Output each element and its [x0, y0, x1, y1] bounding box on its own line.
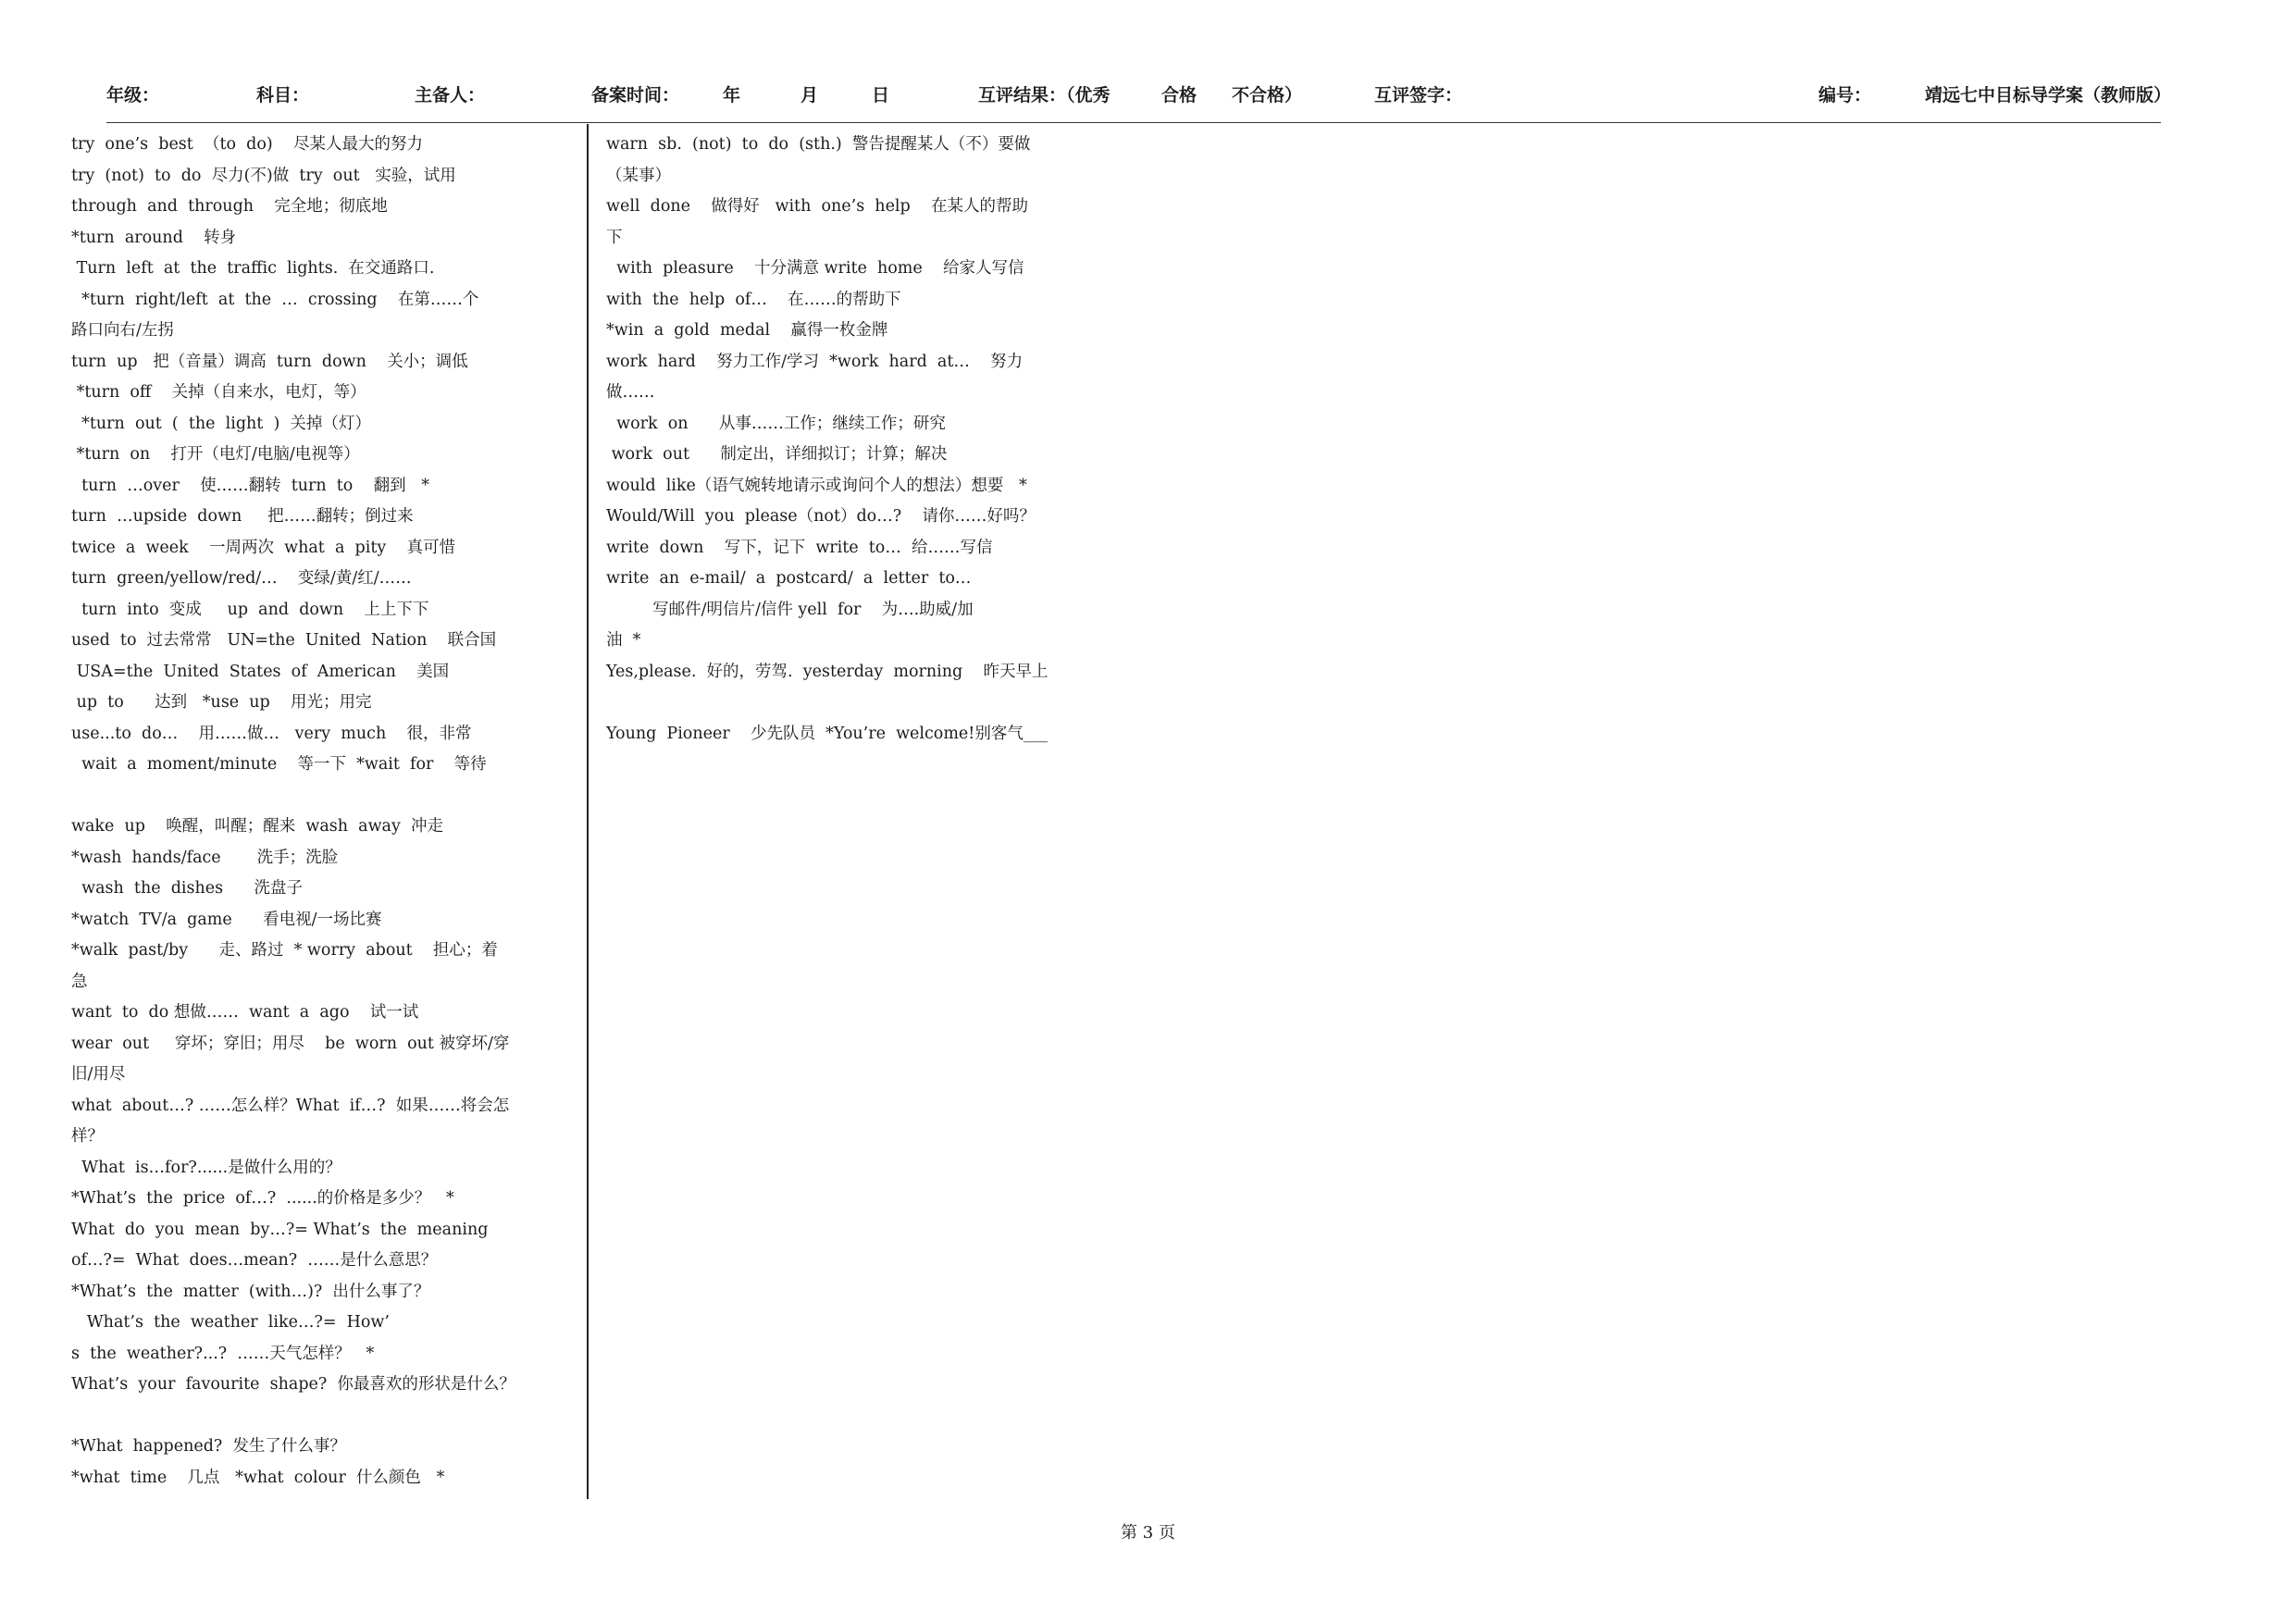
left-vocab-line: try one’s best （to do) 尽某人最大的努力: [71, 135, 423, 154]
left-vocab-line: What is…for?......是做什么用的？: [71, 1158, 341, 1177]
left-vocab-line: try (not) to do 尽力(不)做 try out 实验，试用: [71, 166, 456, 185]
left-vocab-line: *turn out ( the light ) 关掉（灯）: [71, 414, 371, 433]
left-vocab-line: what about…? ……怎么样？What if…? 如果……将会怎: [71, 1096, 510, 1115]
left-vocab-line: wash the dishes 洗盘子: [71, 879, 303, 898]
left-column: [71, 130, 571, 1494]
review-result-label: 互评结果：（优秀: [978, 85, 1111, 105]
left-vocab-line: *turn right/left at the … crossing 在第……个: [71, 290, 479, 309]
left-vocab-line: *What happened? 发生了什么事？: [71, 1437, 346, 1456]
left-vocab-line: [71, 781, 571, 812]
signature-label: 互评签字：: [1374, 85, 1463, 105]
left-vocab-line: *turn off 关掉（自来水，电灯，等）: [71, 383, 366, 402]
month-label: 月: [800, 85, 819, 105]
subject-label: 科目：: [256, 85, 310, 105]
left-vocab-line: [71, 1401, 571, 1432]
left-vocab-line: turn up 把（音量）调高 turn down 关小；调低: [71, 352, 468, 371]
right-vocab-line: 油 *: [606, 631, 641, 650]
left-vocab-line: Turn left at the traffic lights. 在交通路口.: [71, 259, 435, 278]
left-vocab-line: What do you mean by…?= What’s the meaning: [71, 1220, 489, 1239]
right-column: [606, 130, 1124, 750]
left-vocab-line: turn into 变成 up and down 上上下下: [71, 600, 429, 619]
left-vocab-line: *watch TV/a game 看电视/一场比赛: [71, 910, 382, 929]
number-label: 编号：: [1818, 85, 1872, 105]
left-vocab-line: *What’s the price of…? ......的价格是多少？ *: [71, 1189, 454, 1208]
right-vocab-line: 做……: [606, 383, 655, 402]
left-vocab-line: want to do 想做…… want a ago 试一试: [71, 1003, 419, 1022]
left-vocab-line: wake up 唤醒，叫醒；醒来 wash away 冲走: [71, 817, 443, 836]
page-header: [106, 81, 2172, 113]
right-vocab-line: work hard 努力工作/学习 *work hard at… 努力: [606, 352, 1024, 371]
left-vocab-line: wait a moment/minute 等一下 *wait for 等待: [71, 755, 487, 774]
school-title: 靖远七中目标导学案（教师版）: [1925, 85, 2172, 105]
left-vocab-line: 旧/用尽: [71, 1065, 126, 1084]
left-vocab-line: 急: [71, 972, 88, 991]
left-vocab-line: up to 达到 *use up 用光；用完: [71, 693, 372, 712]
left-vocab-line: *what time 几点 *what colour 什么颜色 *: [71, 1468, 445, 1487]
left-vocab-line: wear out 穿坏；穿旧；用尽 be worn out 被穿坏/穿: [71, 1034, 510, 1053]
year-label: 年: [723, 85, 741, 105]
left-vocab-line: *turn around 转身: [71, 228, 237, 247]
left-vocab-line: *What’s the matter (with…)? 出什么事了？: [71, 1282, 430, 1301]
left-vocab-line: 路口向右/左拐: [71, 321, 174, 340]
left-vocab-line: *turn on 打开（电灯/电脑/电视等）: [71, 445, 360, 464]
left-vocab-line: use...to do… 用……做… very much 很，非常: [71, 724, 472, 743]
left-vocab-line: *walk past/by 走、路过 * worry about 担心；着: [71, 941, 498, 960]
left-vocab-line: 样？: [71, 1127, 104, 1146]
right-vocab-line: Would/Will you please（not）do…? 请你……好吗？: [606, 507, 1036, 526]
left-vocab-line: s the weather?...? ……天气怎样？ *: [71, 1344, 375, 1363]
left-vocab-line: of…?= What does…mean? ……是什么意思？: [71, 1251, 438, 1270]
left-vocab-line: turn …upside down 把……翻转；倒过来: [71, 507, 414, 526]
day-label: 日: [872, 85, 890, 105]
header-rule: [106, 122, 2161, 123]
right-vocab-line: write down 写下，记下 write to… 给……写信: [606, 538, 993, 557]
pass-label: 合格: [1161, 85, 1198, 105]
left-vocab-line: turn green/yellow/red/… 变绿/黄/红/……: [71, 569, 412, 588]
column-divider: [587, 124, 589, 1499]
right-vocab-line: work out 制定出，详细拟订；计算；解决: [606, 445, 948, 464]
right-vocab-line: Yes,please. 好的，劳驾. yesterday morning 昨天早上: [606, 662, 1049, 681]
left-vocab-line: USA=the United States of American 美国: [71, 662, 450, 681]
page-number: 第 3 页: [1121, 1523, 1175, 1543]
left-vocab-line: What’s your favourite shape? 你最喜欢的形状是什么？: [71, 1375, 515, 1394]
right-vocab-line: 下: [606, 228, 623, 247]
right-vocab-line: would like（语气婉转地请示或询问个人的想法）想要 *: [606, 476, 1027, 495]
left-vocab-line: through and through 完全地；彻底地: [71, 197, 388, 216]
right-vocab-line: 写邮件/明信片/信件 yell for 为….助威/加: [606, 600, 974, 619]
preparer-label: 主备人：: [415, 85, 486, 105]
left-vocab-line: used to 过去常常 UN=the United Nation 联合国: [71, 631, 497, 650]
right-vocab-line: well done 做得好 with one’s help 在某人的帮助: [606, 197, 1028, 216]
left-vocab-line: turn …over 使……翻转 turn to 翻到 *: [71, 476, 430, 495]
left-vocab-line: What’s the weather like…?= How’: [71, 1313, 390, 1332]
right-vocab-line: work on 从事……工作；继续工作；研究: [606, 414, 946, 433]
right-vocab-line: warn sb. (not) to do (sth.) 警告提醒某人（不）要做: [606, 135, 1031, 154]
prep-time-label: 备案时间：: [591, 85, 680, 105]
right-vocab-line: with pleasure 十分满意 write home 给家人写信: [606, 259, 1024, 278]
right-vocab-line: Young Pioneer 少先队员 *You’re welcome!别客气___: [606, 724, 1049, 743]
right-vocab-line: （某事）: [606, 166, 671, 185]
right-vocab-line: with the help of… 在……的帮助下: [606, 290, 901, 309]
left-vocab-line: *wash hands/face 洗手；洗脸: [71, 848, 339, 867]
right-vocab-line: write an e-mail/ a postcard/ a letter to…: [606, 569, 972, 588]
right-vocab-line: [606, 688, 1124, 719]
left-vocab-line: twice a week 一周两次 what a pity 真可惜: [71, 538, 455, 557]
fail-label: 不合格）: [1232, 85, 1303, 105]
right-vocab-line: *win a gold medal 赢得一枚金牌: [606, 321, 888, 340]
grade-label: 年级：: [106, 85, 160, 105]
